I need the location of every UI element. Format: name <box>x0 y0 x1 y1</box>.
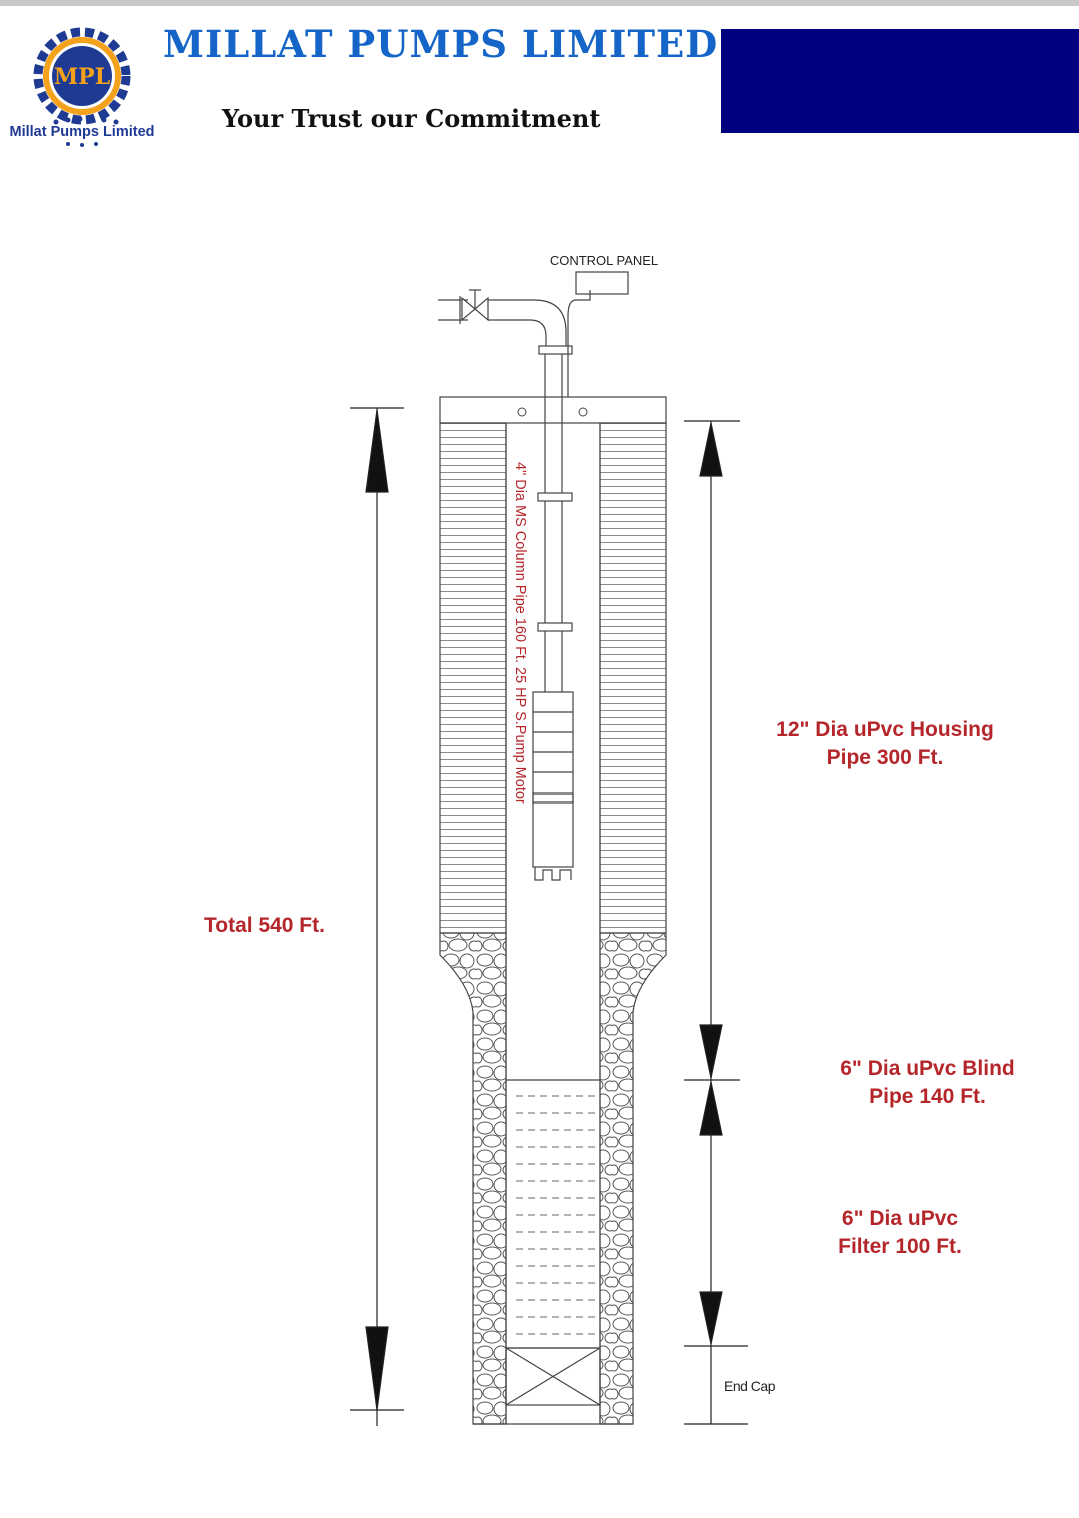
end-cap-label: End Cap <box>724 1378 775 1394</box>
logo-caption: Millat Pumps Limited <box>9 124 155 140</box>
company-name: MILLAT PUMPS LIMITED <box>163 22 719 66</box>
total-depth-label: Total 540 Ft. <box>204 914 325 937</box>
section-dimension-lines <box>684 421 748 1424</box>
housing-pipe-label: 12" Dia uPvc Housing Pipe 300 Ft. <box>776 718 994 769</box>
company-tagline: Your Trust our Commitment <box>222 104 601 133</box>
column-pipe-label: 4" Dia MS Column Pipe 160 Ft. 25 HP S.Pump Motor <box>512 462 528 804</box>
submersible-pump <box>533 692 573 880</box>
filter-pipe-label: 6" Dia uPvc Filter 100 Ft. <box>838 1207 962 1258</box>
filter-pipe <box>506 1080 600 1348</box>
control-panel-label: CONTROL PANEL <box>549 253 659 268</box>
valve-icon <box>438 290 488 324</box>
total-dimension-line <box>350 408 404 1426</box>
blind-pipe-label: 6" Dia uPvc Blind Pipe 140 Ft. <box>840 1057 1015 1108</box>
logo-initials: MPL <box>53 64 111 90</box>
discharge-pipe <box>488 300 572 354</box>
